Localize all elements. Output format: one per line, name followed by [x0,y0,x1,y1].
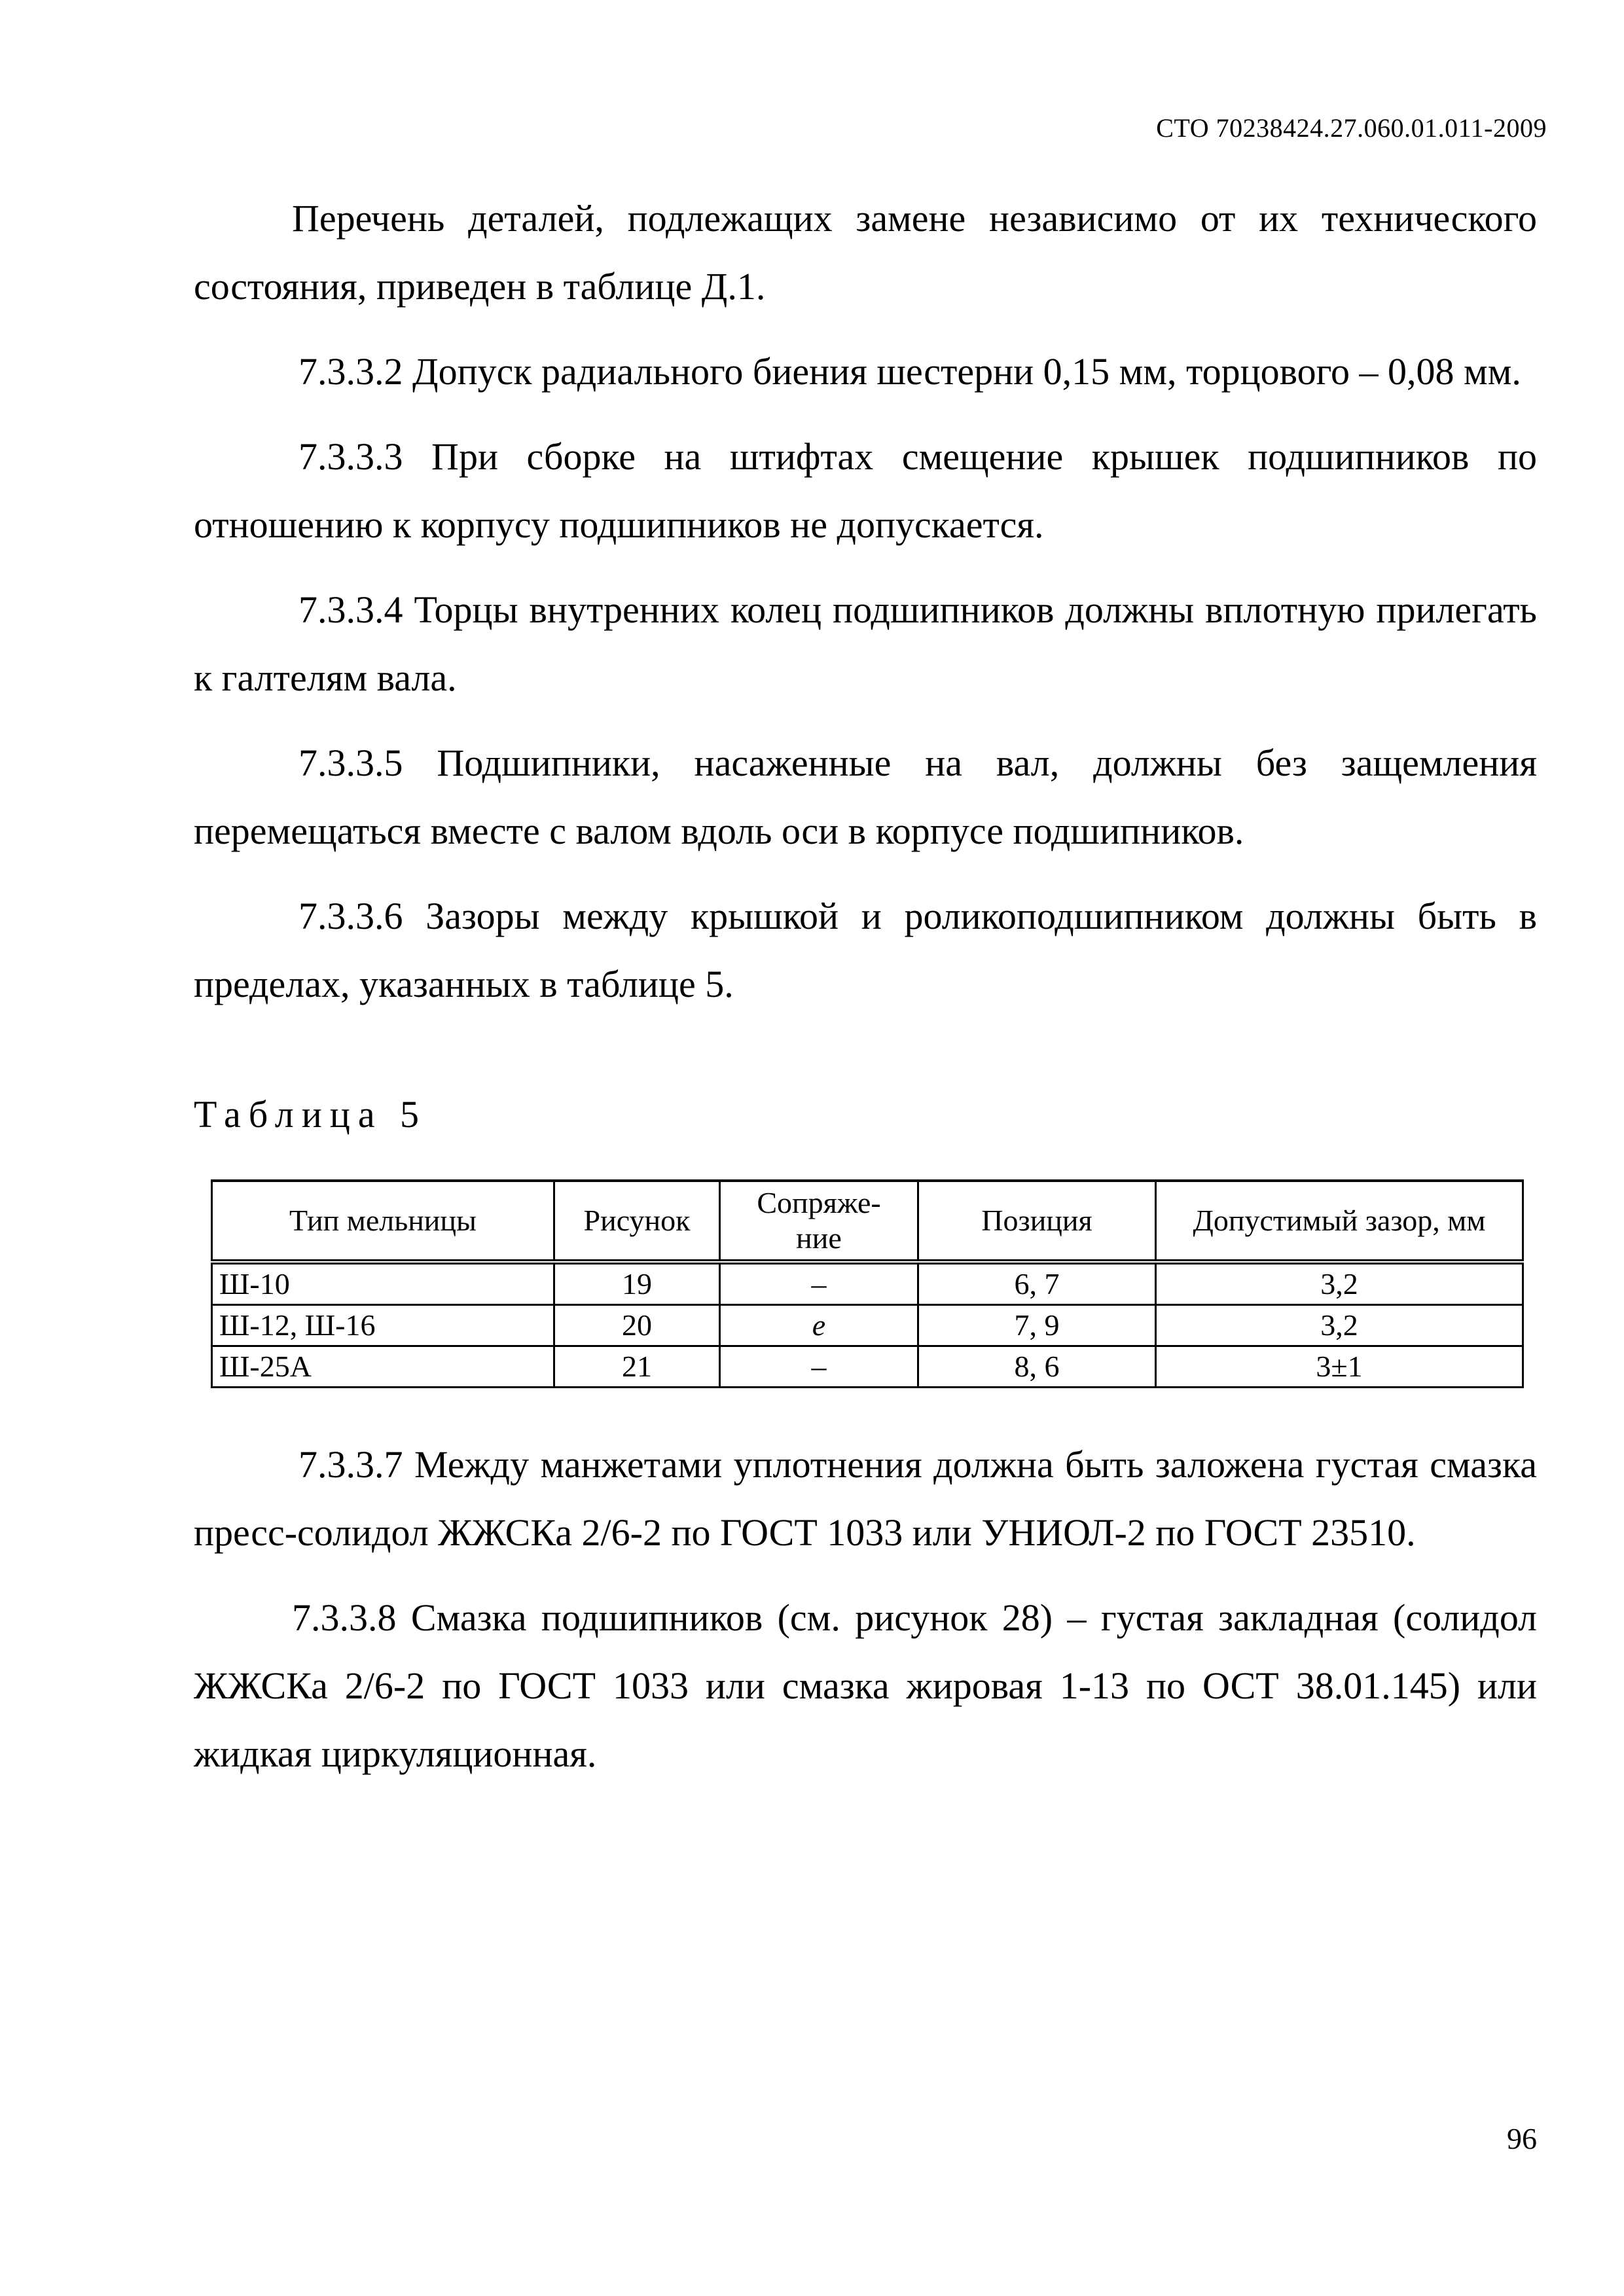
cell-allowable-gap: 3±1 [1156,1346,1523,1388]
header-allowable-gap: Допустимый зазор, мм [1156,1181,1523,1262]
paragraph-7-3-3-3: 7.3.3.3 При сборке на штифтах смещение крышек подшипников по отношению к корпусу подшипников не допускается. [194,435,1537,546]
cell-position: 8, 6 [918,1346,1156,1388]
paragraph-7-3-3-6: 7.3.3.6 Зазоры между крышкой и роликоподшипником должны быть в пределах, указанных в таблице 5. [194,895,1537,1005]
table-header-row [212,1181,1523,1262]
table-row [212,1262,1523,1305]
gap-tolerance-table [211,1179,1524,1388]
body-text-bottom [194,1431,1537,1788]
paragraph-7-3-3-7: 7.3.3.7 Между манжетами уплотнения должна быть заложена густая смазка пресс-солидол ЖЖСКа 2/6-2 по ГОСТ 1033 или УНИОЛ-2 по ГОСТ 23510. [194,1443,1537,1554]
cell-conjugation: – [720,1346,918,1388]
header-mill-type: Тип мельницы [212,1181,554,1262]
cell-position: 6, 7 [918,1262,1156,1305]
header-figure: Рисунок [554,1181,720,1262]
paragraph-7-3-3-4: 7.3.3.4 Торцы внутренних колец подшипников должны вплотную прилегать к галтелям вала. [194,588,1537,699]
table-row [212,1346,1523,1388]
page-number: 96 [1507,2122,1537,2155]
paragraph-7-3-3-2: 7.3.3.2 Допуск радиального биения шестерни 0,15 мм, торцового – 0,08 мм. [298,350,1521,393]
cell-conjugation: е [720,1305,918,1346]
cell-mill-type: Ш-10 [212,1262,554,1305]
cell-figure: 20 [554,1305,720,1346]
cell-position: 7, 9 [918,1305,1156,1346]
body-text-top [194,185,1537,1018]
cell-allowable-gap: 3,2 [1156,1262,1523,1305]
cell-conjugation: – [720,1262,918,1305]
paragraph-7-3-3-8: 7.3.3.8 Смазка подшипников (см. рисунок 28) – густая закладная (солидол ЖЖСКа 2/6-2 по ГОСТ 1033 или смазка жировая 1-13 по ОСТ 38.01.145) или жидкая циркуляционная. [194,1596,1537,1775]
cell-figure: 21 [554,1346,720,1388]
header-position: Позиция [918,1181,1156,1262]
cell-figure: 19 [554,1262,720,1305]
document-code-header: СТО 70238424.27.060.01.011-2009 [1156,113,1547,143]
header-conjugation: Сопряже- ние [720,1181,918,1262]
cell-mill-type: Ш-25А [212,1346,554,1388]
table-row [212,1305,1523,1346]
cell-mill-type: Ш-12, Ш-16 [212,1305,554,1346]
table-caption: Таблица 5 [194,1093,427,1136]
paragraph-parts-list: Перечень деталей, подлежащих замене независимо от их технического состояния, приведен в таблице Д.1. [194,197,1537,308]
paragraph-7-3-3-5: 7.3.3.5 Подшипники, насаженные на вал, должны без защемления перемещаться вместе с валом вдоль оси в корпусе подшипников. [194,742,1537,852]
cell-allowable-gap: 3,2 [1156,1305,1523,1346]
